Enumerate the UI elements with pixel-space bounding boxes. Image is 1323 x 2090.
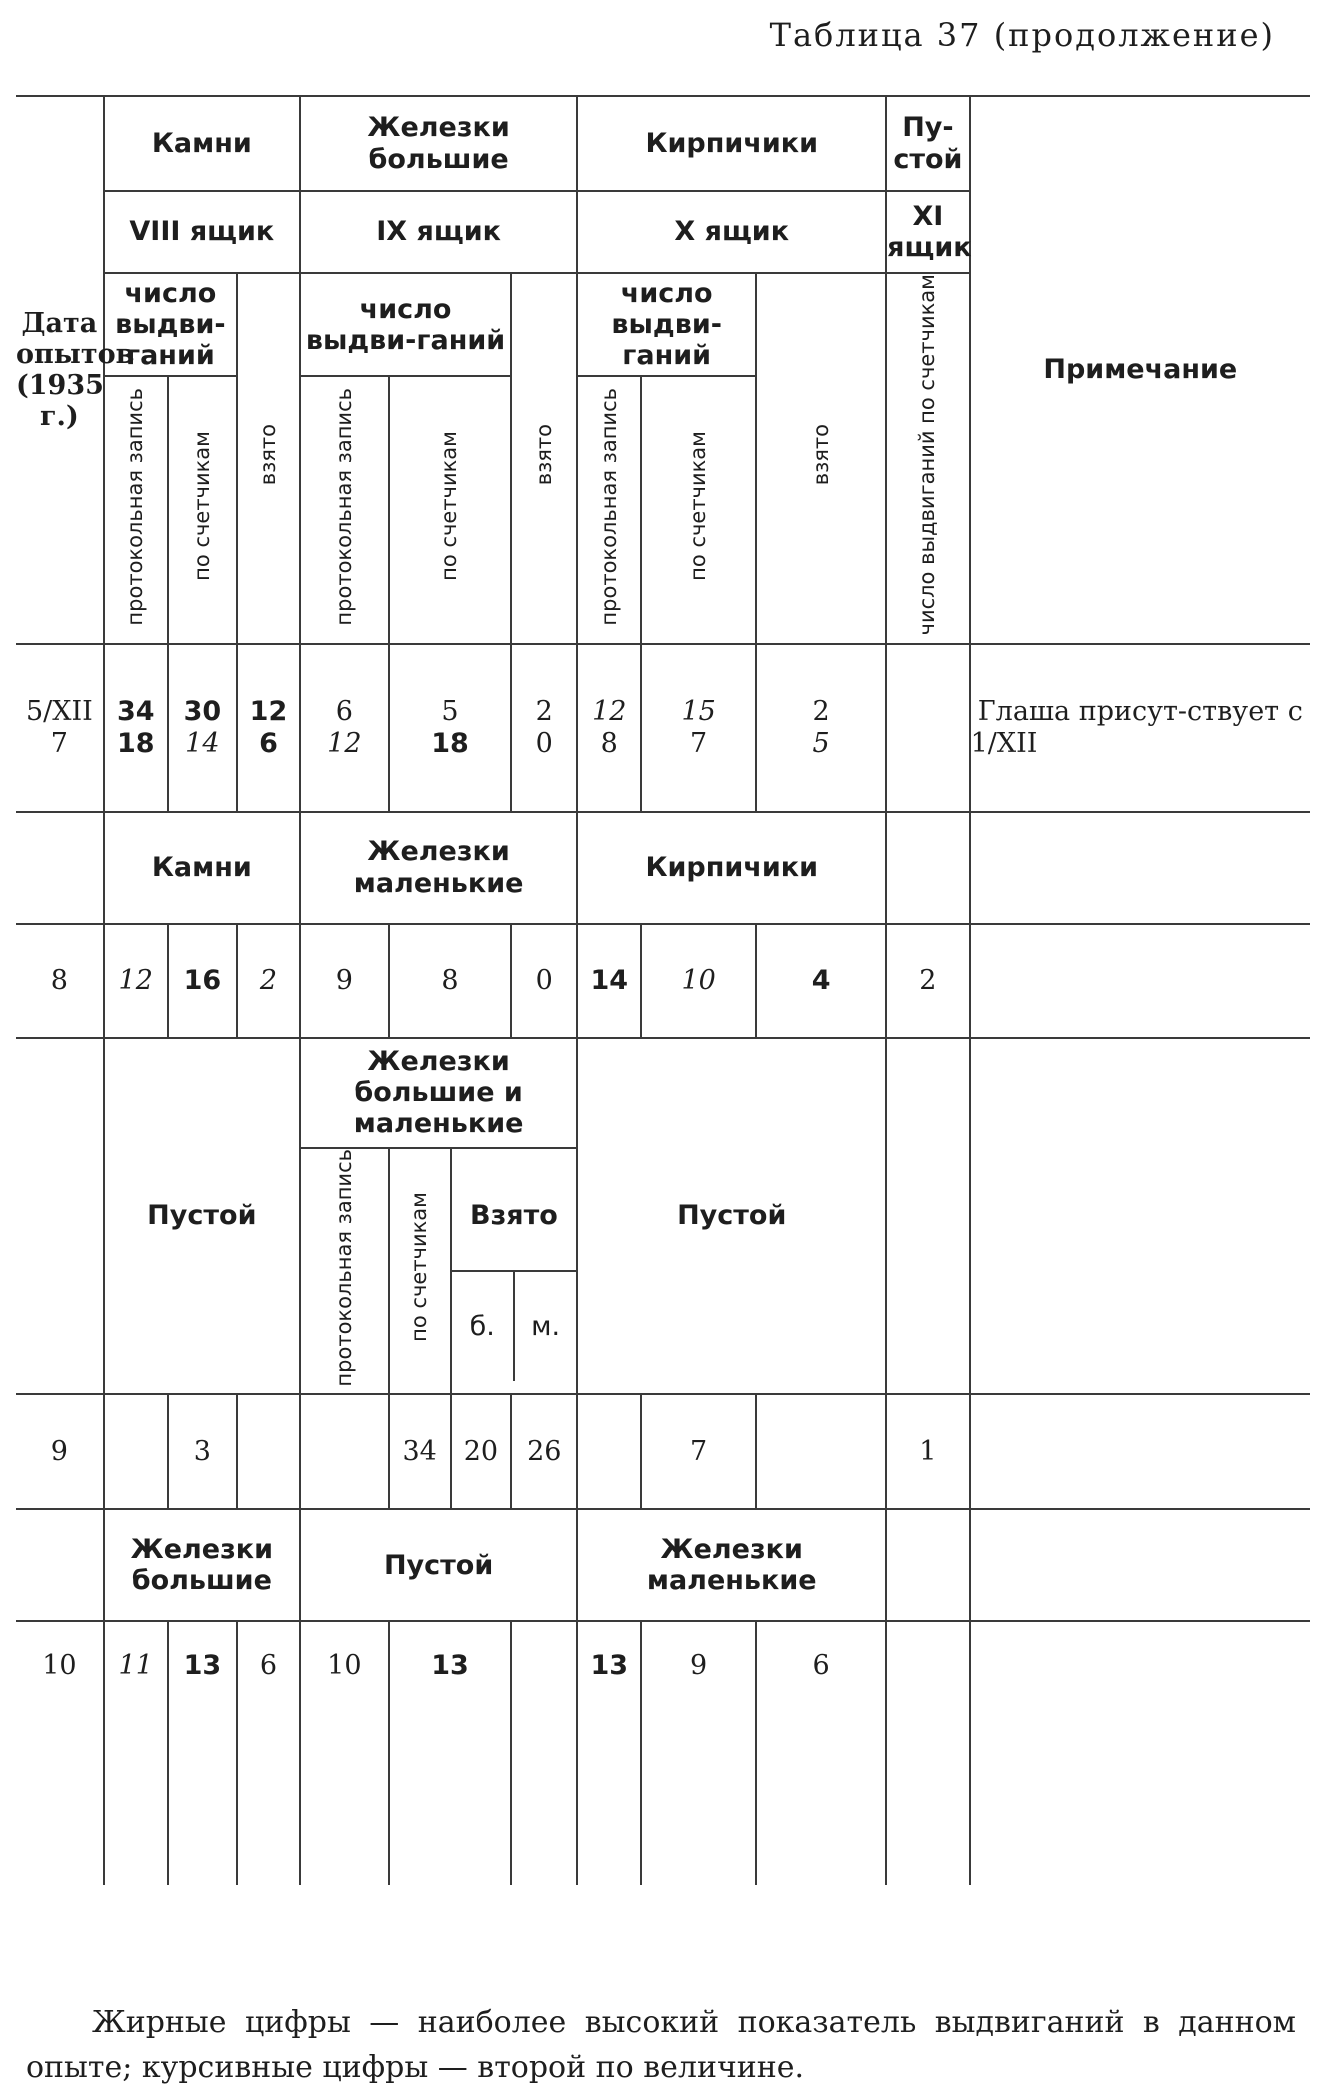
value-cell: 13 bbox=[389, 1621, 511, 1885]
value-cell: 2 5 bbox=[756, 644, 886, 812]
table-row bbox=[16, 1394, 1310, 1509]
note-cell: Глаша присут-ствует с 1/XII bbox=[970, 644, 1310, 812]
protocol-header-8: протокольная запись bbox=[104, 376, 168, 643]
value-cell: 26 bbox=[511, 1394, 577, 1509]
value-cell: 20 bbox=[451, 1394, 512, 1509]
value-cell: 12 6 bbox=[237, 644, 300, 812]
footnote: Жирные цифры — наиболее высокий показатель выдвиганий в данном опыте; курсивные цифры — второй по величине. bbox=[26, 2005, 1296, 2085]
kamni-label: Камни bbox=[104, 812, 300, 924]
empty-cell bbox=[300, 1394, 389, 1509]
value-cell: 2 bbox=[237, 924, 300, 1038]
empty-cell bbox=[970, 924, 1310, 1038]
box-9-header: IX ящик bbox=[300, 191, 577, 273]
empty-cell bbox=[970, 1509, 1310, 1621]
value-cell: 16 bbox=[168, 924, 237, 1038]
value-cell: 0 bbox=[511, 924, 577, 1038]
empty-cell bbox=[237, 1394, 300, 1509]
count-header-9: число выдви-ганий bbox=[300, 273, 511, 376]
protocol-header: протокольная запись bbox=[300, 1148, 389, 1395]
empty-cell bbox=[886, 1038, 969, 1395]
empty-cell bbox=[16, 812, 104, 924]
pustoy-label: Пустой bbox=[104, 1038, 300, 1395]
taken-header-10: взято bbox=[756, 273, 886, 644]
zhelezki-malenkie-label: Железки маленькие bbox=[300, 812, 577, 924]
protocol-header-10: протокольная запись bbox=[577, 376, 641, 643]
value-cell: 8 bbox=[389, 924, 511, 1038]
empty-cell bbox=[886, 1621, 969, 1885]
table-caption: Таблица 37 (продолжение) bbox=[769, 16, 1275, 54]
value-cell: 13 bbox=[168, 1621, 237, 1885]
data-table bbox=[16, 95, 1310, 1885]
value-cell: 4 bbox=[756, 924, 886, 1038]
empty-cell bbox=[16, 1509, 104, 1621]
date-cell: 5/XII 7 bbox=[16, 644, 104, 812]
value-cell bbox=[886, 644, 969, 812]
value-cell: 34 bbox=[389, 1394, 451, 1509]
value-cell: 6 bbox=[237, 1621, 300, 1885]
empty-cell bbox=[886, 1509, 969, 1621]
box-11-header: XI ящик bbox=[886, 191, 969, 273]
value-cell: 1 bbox=[886, 1394, 969, 1509]
empty-cell bbox=[756, 1394, 886, 1509]
box-8-header: VIII ящик bbox=[104, 191, 300, 273]
table-row bbox=[16, 924, 1310, 1038]
value-cell: 2 0 bbox=[511, 644, 577, 812]
empty-cell bbox=[970, 1621, 1310, 1885]
taken-b-label: б. bbox=[469, 1310, 495, 1342]
empty-cell bbox=[970, 1394, 1310, 1509]
taken-m-label: м. bbox=[514, 1271, 576, 1381]
zhelezki-bolshie-label: Железки большие bbox=[104, 1509, 300, 1621]
count-header-8: число выдви-ганий bbox=[104, 273, 237, 376]
count-counters-header-11: число выдвиганий по счетчикам bbox=[886, 273, 969, 644]
counters-header-8: по счетчикам bbox=[168, 376, 237, 643]
count-header-10: число выдви-ганий bbox=[577, 273, 756, 376]
value-cell: 6 12 bbox=[300, 644, 389, 812]
note-header: Примечание bbox=[970, 96, 1310, 644]
value-cell: 9 bbox=[641, 1621, 756, 1885]
date-header: Дата опытов (1935 г.) bbox=[16, 96, 104, 644]
date-cell: 10 bbox=[42, 1650, 77, 1682]
taken-header-8: взято bbox=[237, 273, 300, 644]
counters-header-10: по счетчикам bbox=[641, 376, 756, 643]
taken-header-9: взято bbox=[511, 273, 577, 644]
pustoy-header: Пу-стой bbox=[886, 96, 969, 191]
empty-cell bbox=[886, 812, 969, 924]
zhelezki-malenkie-label: Железки маленькие bbox=[577, 1509, 886, 1621]
date-cell: 9 bbox=[16, 1394, 104, 1509]
value-cell: 10 bbox=[300, 1621, 389, 1885]
pustoy-label: Пустой bbox=[300, 1509, 577, 1621]
kirpichiki-header: Кирпичики bbox=[577, 96, 886, 191]
value-cell: 12 8 bbox=[577, 644, 641, 812]
value-cell: 30 14 bbox=[168, 644, 237, 812]
value-cell: 10 bbox=[641, 924, 756, 1038]
table-row bbox=[16, 644, 1310, 812]
value-cell: 5 18 bbox=[389, 644, 511, 812]
counters-header: по счетчикам bbox=[389, 1148, 451, 1395]
zhelezki-bolshie-header: Железки большие bbox=[300, 96, 577, 191]
empty-cell bbox=[104, 1394, 168, 1509]
value-cell: 13 bbox=[577, 1621, 641, 1885]
taken-header bbox=[451, 1148, 578, 1395]
empty-cell bbox=[16, 1038, 104, 1395]
kamni-header: Камни bbox=[104, 96, 300, 191]
zhelezki-both-label: Железки большие и маленькие bbox=[300, 1038, 577, 1148]
value-cell: 12 bbox=[104, 924, 168, 1038]
value-cell: 15 7 bbox=[641, 644, 756, 812]
value-cell: 7 bbox=[641, 1394, 756, 1509]
table-row bbox=[16, 1621, 1310, 1885]
value-cell: 3 bbox=[168, 1394, 237, 1509]
taken-label: Взято bbox=[452, 1161, 577, 1271]
pustoy-label: Пустой bbox=[577, 1038, 886, 1395]
date-cell: 8 bbox=[16, 924, 104, 1038]
empty-cell bbox=[577, 1394, 641, 1509]
box-10-header: X ящик bbox=[577, 191, 886, 273]
value-cell: 9 bbox=[300, 924, 389, 1038]
value-cell: 34 18 bbox=[104, 644, 168, 812]
kirpichiki-label: Кирпичики bbox=[577, 812, 886, 924]
empty-cell bbox=[970, 1038, 1310, 1395]
counters-header-9: по счетчикам bbox=[389, 376, 511, 643]
protocol-header-9: протокольная запись bbox=[300, 376, 389, 643]
value-cell: 14 bbox=[577, 924, 641, 1038]
value-cell: 6 bbox=[756, 1621, 886, 1885]
value-cell: 11 bbox=[104, 1621, 168, 1885]
value-cell: 2 bbox=[886, 924, 969, 1038]
empty-cell bbox=[970, 812, 1310, 924]
empty-cell bbox=[511, 1621, 577, 1885]
